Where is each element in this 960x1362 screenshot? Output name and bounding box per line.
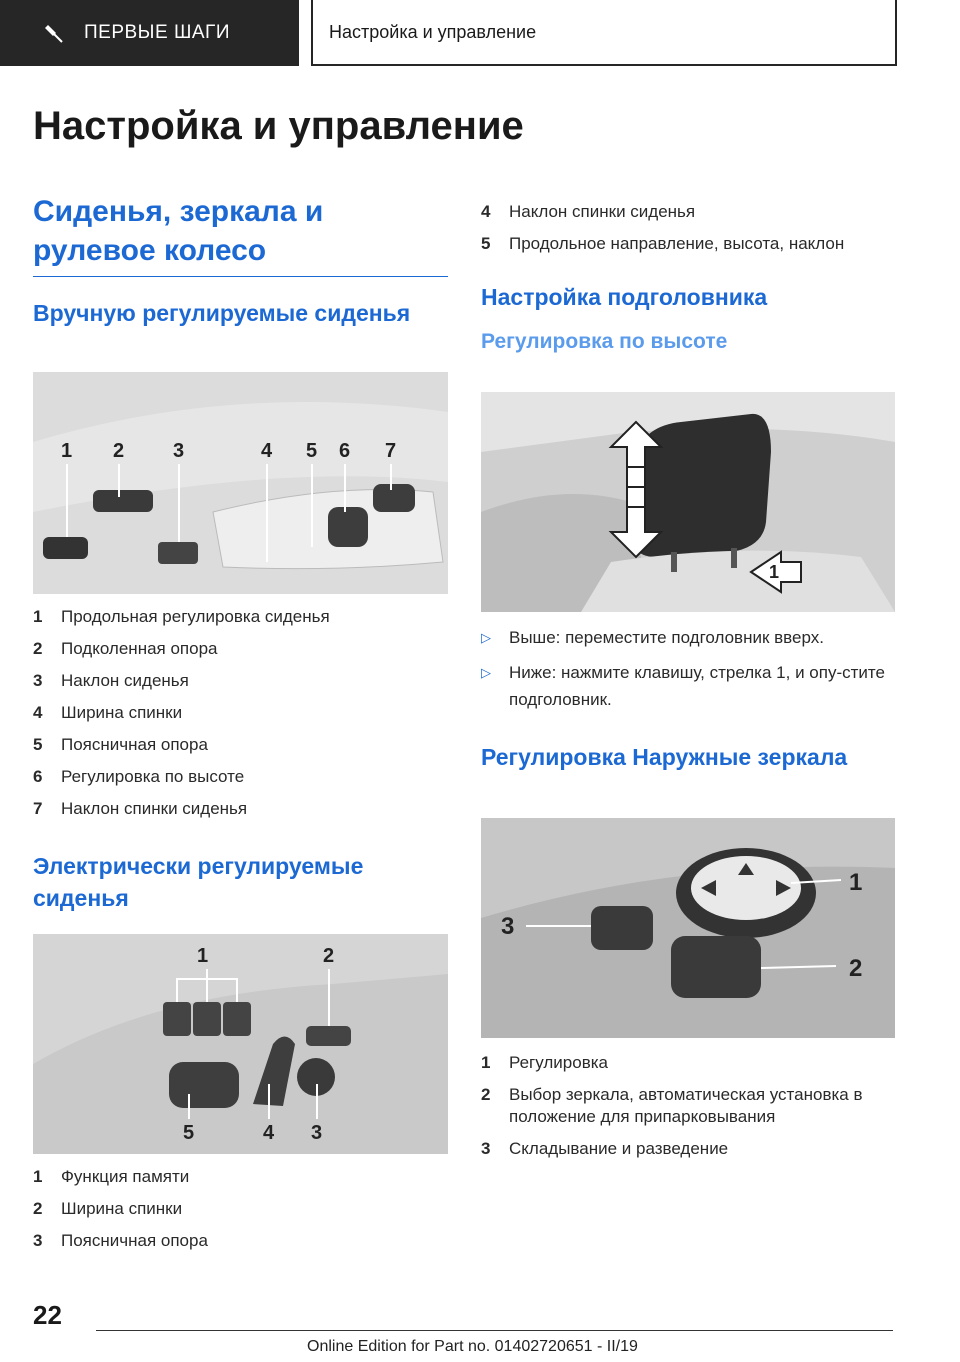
- triangle-icon: ▷: [481, 665, 491, 680]
- list-item: 2 Ширина спинки: [33, 1199, 183, 1218]
- img1-label: 7: [385, 440, 397, 462]
- pin-icon: [42, 21, 66, 45]
- img2-label: 2: [323, 945, 335, 967]
- right-column: [481, 201, 896, 357]
- page-number: 22: [33, 1300, 62, 1330]
- chapter-header: [311, 0, 897, 66]
- list-item: 3 Поясничная опора: [33, 1231, 208, 1250]
- img2-label: 1: [197, 945, 209, 967]
- footer-divider: [96, 1330, 893, 1331]
- list-item: 2 Выбор зеркала, автоматическая установка в положение для припарковывания: [481, 1085, 863, 1126]
- img2-label: 3: [311, 1122, 323, 1144]
- img1-label: 4: [261, 440, 273, 462]
- img1-label: 5: [306, 440, 318, 462]
- list-item: ▷ Выше: переместите подголовник вверх.: [481, 624, 896, 651]
- headrest-image: [481, 392, 895, 612]
- page-title: Настройка и управление: [33, 104, 524, 148]
- img4-label: 1: [849, 869, 863, 896]
- chapter-label: Настройка и управление: [329, 21, 537, 42]
- list-item: 1 Функция памяти: [33, 1167, 190, 1186]
- height-title: Регулировка по высоте: [481, 330, 728, 353]
- list-item: 4 Наклон спинки сиденья: [481, 202, 696, 221]
- triangle-icon: ▷: [481, 630, 491, 645]
- footer-text: Online Edition for Part no. 01402720651 - II/19: [307, 1338, 638, 1355]
- list-item: 4 Ширина спинки: [33, 703, 183, 722]
- headrest-instructions: [481, 624, 896, 773]
- list-item: 6 Регулировка по высоте: [33, 767, 245, 786]
- electric-seat-image: [33, 934, 448, 1154]
- list-item: 1 Регулировка: [481, 1053, 608, 1072]
- img1-label: 1: [61, 440, 73, 462]
- headrest-title: Настройка подголовника: [481, 284, 768, 310]
- manual-seats-title: Вручную регулируемые сиденья: [33, 300, 411, 326]
- img4-label: 2: [849, 955, 863, 982]
- left-column: [33, 192, 448, 329]
- section-title: Сиденья, зеркала и рулевое колесо: [33, 192, 448, 277]
- section-label: ПЕРВЫЕ ШАГИ: [84, 22, 230, 43]
- list-item: 7 Наклон спинки сиденья: [33, 799, 248, 818]
- img2-label: 5: [183, 1122, 195, 1144]
- img1-label: 6: [339, 440, 351, 462]
- manual-seat-list: [33, 606, 448, 914]
- mirror-control-image: [481, 818, 895, 1038]
- list-item: 1 Продольная регулировка сиденья: [33, 607, 330, 626]
- section-tab[interactable]: [0, 0, 299, 66]
- list-item: 3 Наклон сиденья: [33, 671, 189, 690]
- electric-seats-title: Электрически регулируемые сиденья: [33, 853, 364, 911]
- list-item: 3 Складывание и разведение: [481, 1139, 729, 1158]
- list-item: 5 Поясничная опора: [33, 735, 208, 754]
- electric-seat-list: [33, 1166, 448, 1262]
- list-item: 5 Продольное направление, высота, наклон: [481, 234, 845, 253]
- img1-label: 2: [113, 440, 125, 462]
- mirror-title: Регулировка Наружные зеркала: [481, 744, 848, 770]
- list-item: ▷ Ниже: нажмите клавишу, стрелка 1, и опу-стите подголовник.: [481, 659, 896, 713]
- img3-label: 1: [769, 562, 780, 582]
- mirror-list: [481, 1052, 896, 1170]
- img4-label: 3: [501, 913, 515, 940]
- list-item: 2 Подколенная опора: [33, 639, 218, 658]
- img2-label: 4: [263, 1122, 275, 1144]
- manual-seat-image: [33, 372, 448, 594]
- img1-label: 3: [173, 440, 185, 462]
